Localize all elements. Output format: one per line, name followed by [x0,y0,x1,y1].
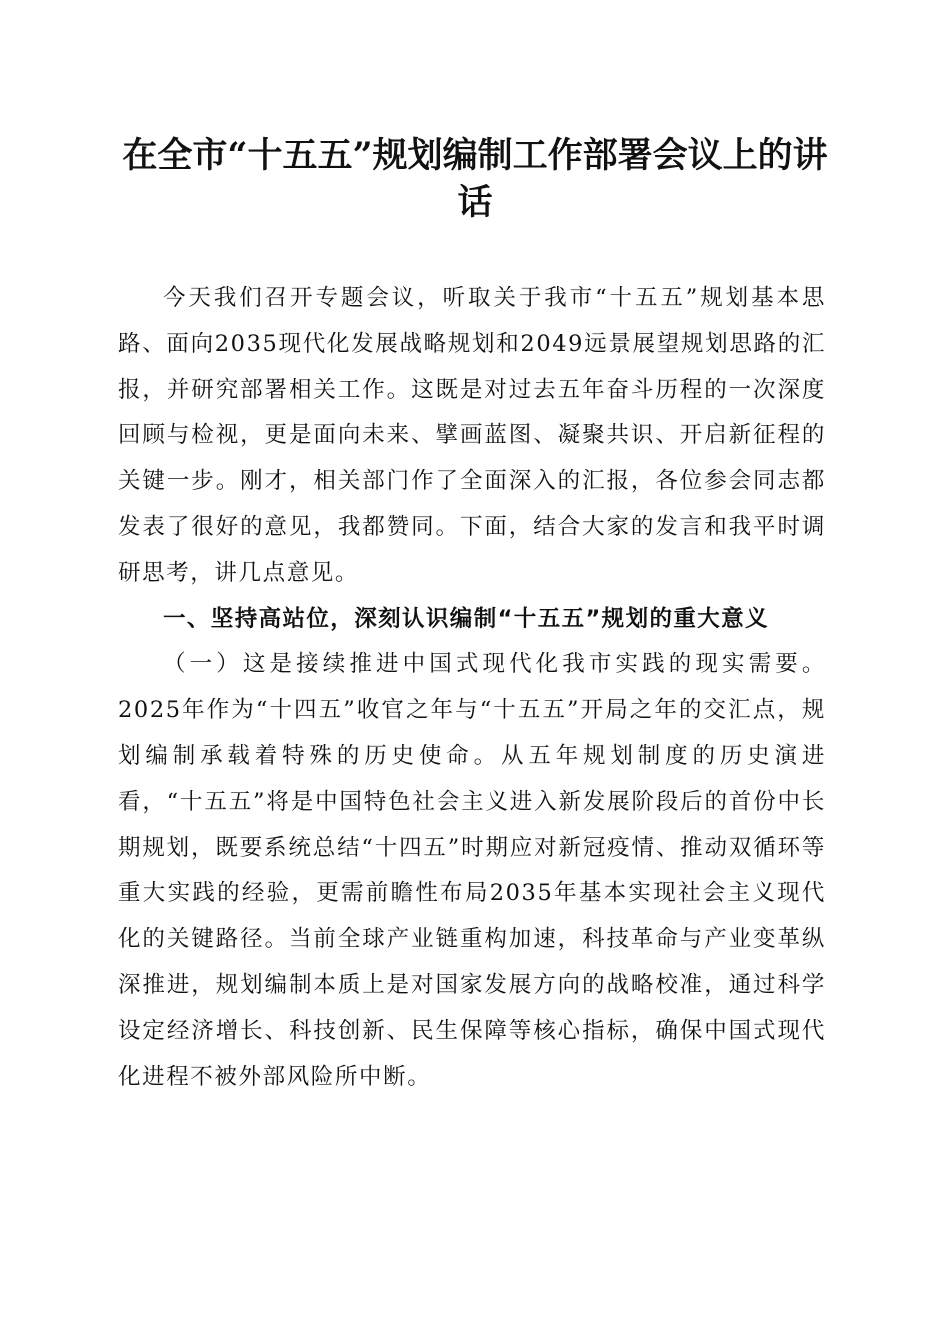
document-title: 在全市“十五五”规划编制工作部署会议上的讲话 [122,135,828,223]
subsection-paragraph-1 [118,642,826,1100]
subsection-lead-1: （一）这是接续推进中国式现代化我市实践的现实需要。 [163,651,826,678]
intro-paragraph: 今天我们召开专题会议，听取关于我市“十五五”规划基本思路、面向2035现代化发展战略规划和2049远景展望规划思路的汇报，并研究部署相关工作。这既是对过去五年奋斗历程的一次深度回顾与检视，更是面向未来、擘画蓝图、凝聚共识、开启新征程的关键一步。刚才，相关部门作了全面深入的汇报，各位参会同志都发表了很好的意见，我都赞同。下面，结合大家的发言和我平时调研思考，讲几点意见。 [118,285,826,586]
subsection-text-1: 2025年作为“十四五”收官之年与“十五五”开局之年的交汇点，规划编制承载着特殊的历史使命。从五年规划制度的历史演进看，“十五五”将是中国特色社会主义进入新发展阶段后的首份中长期规划，既要系统总结“十四五”时期应对新冠疫情、推动双循环等重大实践的经验，更需前瞻性布局2035年基本实现社会主义现代化的关键路径。当前全球产业链重构加速，科技革命与产业变革纵深推进，规划编制本质上是对国家发展方向的战略校准，通过科学设定经济增长、科技创新、民生保障等核心指标，确保中国式现代化进程不被外部风险所中断。 [118,697,826,1090]
section-heading-1: 一、坚持高站位，深刻认识编制“十五五”规划的重大意义 [163,605,769,632]
document-body [118,276,826,1100]
